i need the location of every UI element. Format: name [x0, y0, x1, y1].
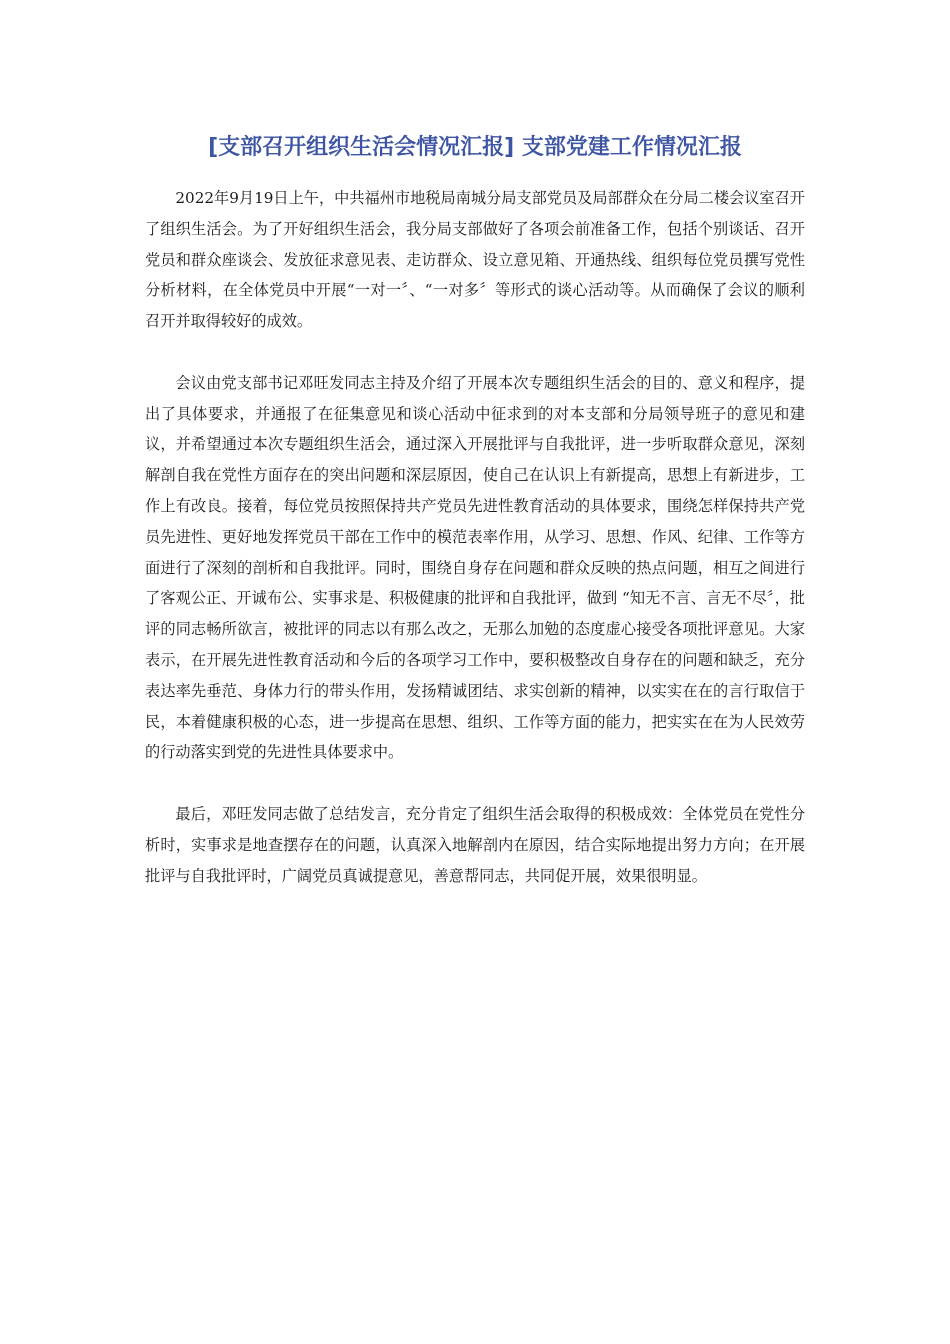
paragraph-meeting-summary: 最后，邓旺发同志做了总结发言，充分肯定了组织生活会取得的积极成效：全体党员在党性分析时，实事求是地查摆存在的问题，认真深入地解剖内在原因，结合实际地提出努力方向；在开展批评与自我批评时，广阔党员真诚提意见，善意帮同志，共同促开展，效果很明显。: [145, 804, 805, 885]
document-body: [145, 183, 805, 891]
paragraph-meeting-proceedings: 会议由党支部书记邓旺发同志主持及介绍了开展本次专题组织生活会的目的、意义和程序，提出了具体要求，并通报了在征集意见和谈心活动中征求到的对本支部和分局领导班子的意见和建议，并希望通过本次专题组织生活会，通过深入开展批评与自我批评，进一步听取群众意见，深刻解剖自我在党性方面存在的突出问题和深层原因，使自己在认识上有新提高，思想上有新进步，工作上有改良。接着，每位党员按照保持共产党员先进性教育活动的具体要求，围绕怎样保持共产党员先进性、更好地发挥党员干部在工作中的模范表率作用，从学习、思想、作风、纪律、工作等方面进行了深刻的剖析和自我批评。同时，围绕自身存在问题和群众反映的热点问题，相互之间进行了客观公正、开诚布公、实事求是、积极健康的批评和自我批评，做到 “知无不言、言无不尽〞，批评的同志畅所欲言，被批评的同志以有那么改之，无那么加勉的态度虚心接受各项批评意见。大家表示，在开展先进性教育活动和今后的各项学习工作中，要积极整改自身存在的问题和缺乏，充分表达率先垂范、身体力行的带头作用，发扬精诚团结、求实创新的精神，以实实在在的言行取信于民，本着健康积极的心态，进一步提高在思想、组织、工作等方面的能力，把实实在在为人民效劳的行动落实到党的先进性具体要求中。: [145, 373, 805, 762]
paragraph-meeting-overview: 2022年9月19日上午，中共福州市地税局南城分局支部党员及局部群众在分局二楼会议室召开了组织生活会。为了开好组织生活会，我分局支部做好了各项会前准备工作，包括个别谈话、召开党员和群众座谈会、发放征求意见表、走访群众、设立意见箱、开通热线、组织每位党员撰写党性分析材料，在全体党员中开展“一对一〞、“一对多〞等形式的谈心活动等。从而确保了会议的顺利召开并取得较好的成效。: [145, 189, 805, 331]
document-title: [支部召开组织生活会情况汇报] 支部党建工作情况汇报: [208, 135, 742, 160]
